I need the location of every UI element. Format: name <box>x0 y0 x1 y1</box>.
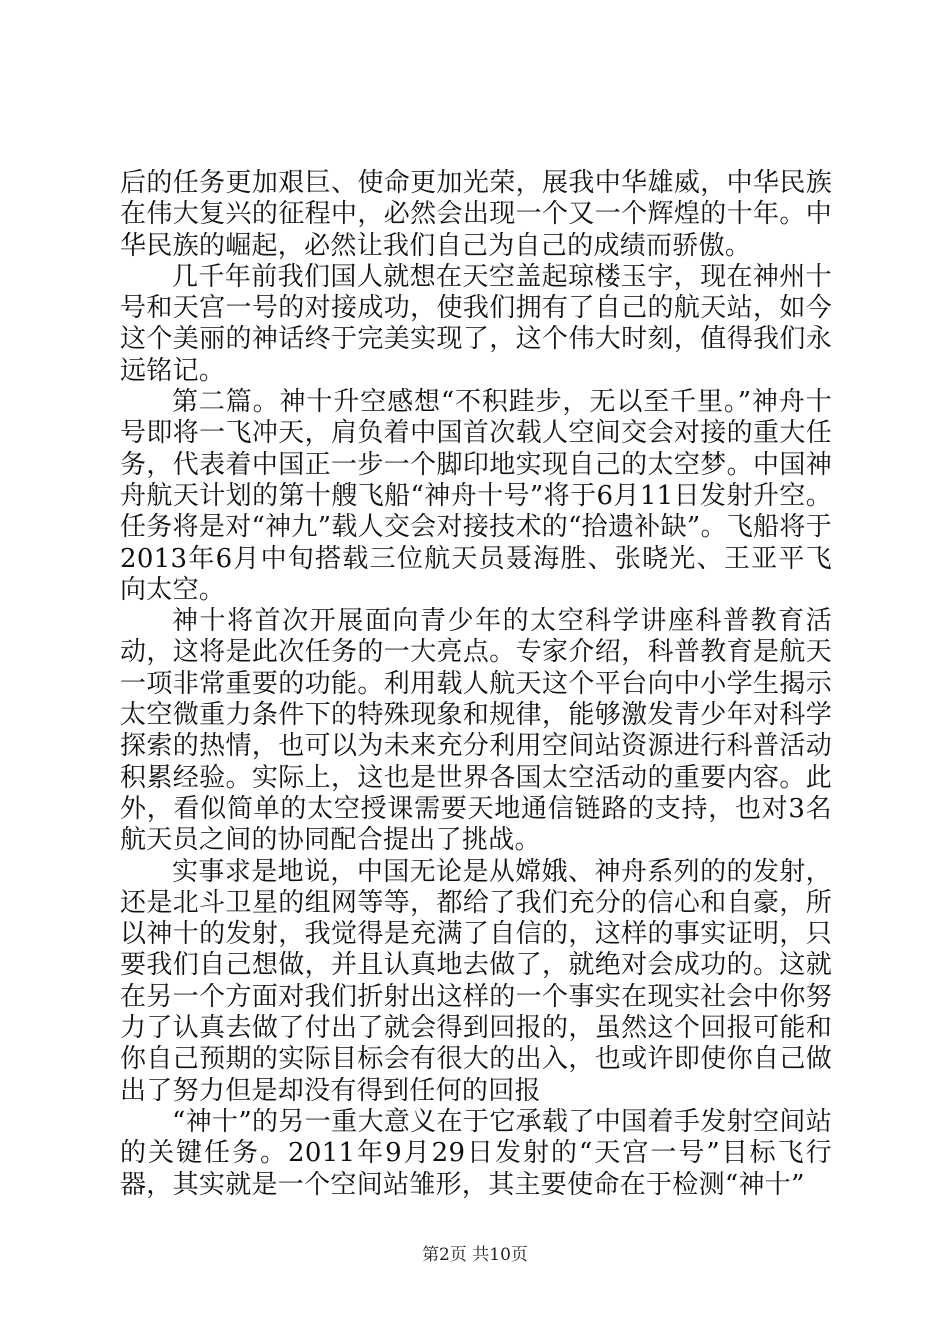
page-number-label: 第2页 共10页 <box>422 1245 528 1265</box>
paragraph: 第二篇。神十升空感想“不积跬步，无以至千里。”神舟十号即将一飞冲天，肩负着中国首次载人空间交会对接的重大任务，代表着中国正一步一个脚印地实现自己的太空梦。中国神舟航天计划的第十艘飞船“神舟十号”将于6月11日发射升空。任务将是对“神九”载人交会对接技术的“拾遗补缺”。飞船将于2013年6月中旬搭载三位航天员聂海胜、张晓光、王亚平飞向太空。 <box>120 387 832 605</box>
paragraph: 神十将首次开展面向青少年的太空科学讲座科普教育活动，这将是此次任务的一大亮点。专家介绍，科普教育是航天一项非常重要的功能。利用载人航天这个平台向中小学生揭示太空微重力条件下的特殊现象和规律，能够激发青少年对科学探索的热情，也可以为未来充分利用空间站资源进行科普活动积累经验。实际上，这也是世界各国太空活动的重要内容。此外，看似简单的太空授课需要天地通信链路的支持，也对3名航天员之间的协同配合提出了挑战。 <box>120 606 832 856</box>
page-footer <box>0 1240 950 1265</box>
paragraph: 几千年前我们国人就想在天空盖起琼楼玉宇，现在神州十号和天宫一号的对接成功，使我们拥有了自己的航天站，如今这个美丽的神话终于完美实现了，这个伟大时刻，值得我们永远铭记。 <box>120 261 832 386</box>
paragraph: 后的任务更加艰巨、使命更加光荣，展我中华雄威，中华民族在伟大复兴的征程中，必然会出现一个又一个辉煌的十年。中华民族的崛起，必然让我们自己为自己的成绩而骄傲。 <box>120 168 832 261</box>
paragraph: “神十”的另一重大意义在于它承载了中国着手发射空间站的关键任务。2011年9月29日发射的“天宫一号”目标飞行器，其实就是一个空间站雏形，其主要使命在于检测“神十” <box>120 1106 832 1200</box>
paragraph: 实事求是地说，中国无论是从嫦娥、神舟系列的的发射，还是北斗卫星的组网等等，都给了我们充分的信心和自豪，所以神十的发射，我觉得是充满了自信的，这样的事实证明，只要我们自己想做，并且认真地去做了，就绝对会成功的。这就在另一个方面对我们折射出这样的一个事实在现实社会中你努力了认真去做了付出了就会得到回报的，虽然这个回报可能和你自己预期的实际目标会有很大的出入，也或许即使你自己做出了努力但是却没有得到任何的回报 <box>120 856 832 1106</box>
document-body <box>120 168 832 1201</box>
